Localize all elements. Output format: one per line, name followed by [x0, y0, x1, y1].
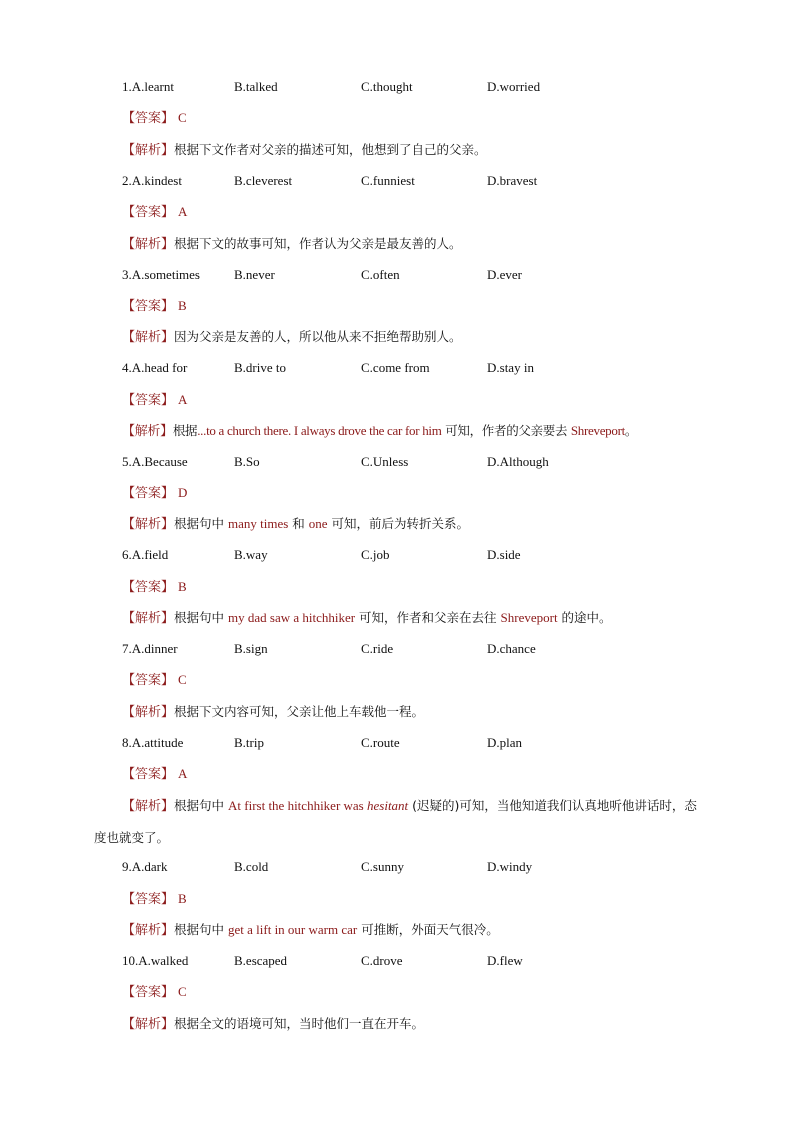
option-a: 3.A.sometimes	[122, 267, 200, 282]
analysis-quote-2: one	[308, 516, 328, 531]
question-5-answer	[122, 483, 187, 504]
option-b: B.So	[234, 454, 260, 469]
analysis-quote: get a lift in our warm car	[228, 922, 358, 937]
analysis-quote: my dad saw a hitchhiker	[228, 610, 356, 625]
question-10-answer	[122, 982, 187, 1003]
question-5-options	[122, 452, 722, 472]
analysis-text: 根据下文内容可知，父亲让他上车载他一程。	[174, 704, 425, 719]
analysis-label: 【解析】	[122, 143, 175, 158]
answer-label: 【答案】	[122, 580, 175, 595]
answer-label: 【答案】	[122, 892, 175, 907]
option-b: B.never	[234, 267, 275, 282]
question-1-options	[122, 77, 722, 97]
question-4-analysis	[122, 421, 637, 442]
question-9-answer	[122, 889, 187, 910]
option-d: D.flew	[487, 953, 523, 968]
question-3-options	[122, 265, 722, 285]
option-a: 10.A.walked	[122, 953, 189, 968]
question-8-answer	[122, 764, 187, 785]
option-c: C.funniest	[361, 173, 415, 188]
question-2-analysis	[122, 234, 462, 255]
analysis-text-pre: 根据句中	[174, 798, 228, 813]
option-b: B.cold	[234, 859, 269, 874]
option-d: D.Although	[487, 454, 549, 469]
analysis-label: 【解析】	[122, 517, 175, 532]
question-6-answer	[122, 577, 187, 598]
option-b: B.drive to	[234, 360, 286, 375]
analysis-label: 【解析】	[122, 330, 175, 345]
question-10-analysis	[122, 1014, 424, 1035]
answer-value: A	[178, 392, 188, 407]
answer-label: 【答案】	[122, 767, 175, 782]
option-a: 6.A.field	[122, 547, 169, 562]
question-9-options	[122, 857, 722, 877]
question-4-options	[122, 358, 722, 378]
question-6-analysis	[122, 608, 612, 629]
analysis-label: 【解析】	[122, 1017, 175, 1032]
answer-label: 【答案】	[122, 111, 175, 126]
option-a: 1.A.learnt	[122, 79, 174, 94]
analysis-text-mid: 可知，作者和父亲在去往	[355, 610, 501, 625]
analysis-label: 【解析】	[122, 923, 175, 938]
option-d: D.chance	[487, 641, 536, 656]
analysis-quote-2: Shreveport	[500, 610, 558, 625]
option-d: D.bravest	[487, 173, 538, 188]
analysis-text: 根据全文的语境可知，当时他们一直在开车。	[174, 1016, 425, 1031]
option-c: C.drove	[361, 953, 403, 968]
option-b: B.sign	[234, 641, 268, 656]
option-c: C.come from	[361, 360, 430, 375]
question-7-options	[122, 639, 722, 659]
analysis-text-pre: 根据句中	[174, 516, 228, 531]
question-8-options	[122, 733, 722, 753]
analysis-quote: ...to a church there. I always drove the car for him	[197, 423, 442, 438]
answer-value: D	[178, 485, 188, 500]
option-a: 5.A.Because	[122, 454, 188, 469]
option-c: C.job	[361, 547, 390, 562]
option-d: D.plan	[487, 735, 523, 750]
answer-label: 【答案】	[122, 985, 175, 1000]
question-7-answer	[122, 670, 187, 691]
answer-label: 【答案】	[122, 393, 175, 408]
analysis-text-mid: 可知，作者的父亲要去	[441, 423, 571, 438]
analysis-text-post: 可知，前后为转折关系。	[327, 516, 470, 531]
question-5-analysis	[122, 514, 469, 535]
analysis-label: 【解析】	[122, 611, 175, 626]
answer-value: A	[178, 204, 188, 219]
analysis-text-post: 。	[624, 423, 638, 438]
answer-label: 【答案】	[122, 299, 175, 314]
analysis-text-post: 可推断，外面天气很冷。	[357, 922, 499, 937]
question-10-options	[122, 951, 722, 971]
analysis-text-pre: 根据句中	[174, 610, 228, 625]
analysis-quote: many times	[228, 516, 289, 531]
answer-value: C	[178, 672, 187, 687]
question-9-analysis	[122, 920, 499, 941]
analysis-label: 【解析】	[122, 705, 175, 720]
analysis-italic-word: hesitant	[367, 798, 409, 813]
question-7-analysis	[122, 702, 424, 723]
question-2-answer	[122, 202, 187, 223]
analysis-text-pre: 根据句中	[174, 922, 228, 937]
answer-label: 【答案】	[122, 486, 175, 501]
option-d: D.worried	[487, 79, 541, 94]
question-3-answer	[122, 296, 187, 317]
option-a: 2.A.kindest	[122, 173, 182, 188]
analysis-text-pre: 根据	[172, 423, 198, 438]
question-2-options	[122, 171, 722, 191]
answer-value: C	[178, 984, 187, 999]
option-b: B.talked	[234, 79, 278, 94]
option-d: D.stay in	[487, 360, 534, 375]
answer-value: B	[178, 579, 187, 594]
answer-value: C	[178, 110, 187, 125]
analysis-label: 【解析】	[122, 237, 175, 252]
option-a: 8.A.attitude	[122, 735, 184, 750]
analysis-text: 根据下文的故事可知，作者认为父亲是最友善的人。	[174, 236, 462, 251]
analysis-label: 【解析】	[122, 424, 173, 439]
option-c: C.sunny	[361, 859, 404, 874]
analysis-text-mid: (迟疑的)可知，当他知道我们认真地听他讲话时，态度也就变了。	[94, 798, 697, 845]
question-4-answer	[122, 390, 187, 411]
analysis-text: 因为父亲是友善的人，所以他从来不拒绝帮助别人。	[174, 329, 462, 344]
option-c: C.ride	[361, 641, 394, 656]
question-1-answer	[122, 108, 187, 129]
answer-value: A	[178, 766, 188, 781]
answer-value: B	[178, 298, 187, 313]
option-a: 4.A.head for	[122, 360, 188, 375]
option-b: B.escaped	[234, 953, 288, 968]
analysis-quote: At first the hitchhiker was	[228, 798, 367, 813]
question-8-analysis	[94, 790, 706, 853]
answer-value: B	[178, 891, 187, 906]
analysis-text: 根据下文作者对父亲的描述可知，他想到了自己的父亲。	[174, 142, 487, 157]
option-b: B.way	[234, 547, 268, 562]
option-d: D.ever	[487, 267, 523, 282]
option-d: D.windy	[487, 859, 533, 874]
option-d: D.side	[487, 547, 521, 562]
analysis-label: 【解析】	[122, 799, 175, 814]
option-a: 7.A.dinner	[122, 641, 178, 656]
option-b: B.trip	[234, 735, 264, 750]
question-6-options	[122, 545, 722, 565]
option-b: B.cleverest	[234, 173, 293, 188]
option-a: 9.A.dark	[122, 859, 168, 874]
option-c: C.often	[361, 267, 400, 282]
analysis-text-post: 的途中。	[557, 610, 612, 625]
option-c: C.route	[361, 735, 400, 750]
question-1-analysis	[122, 140, 487, 161]
option-c: C.thought	[361, 79, 413, 94]
answer-label: 【答案】	[122, 205, 175, 220]
answer-label: 【答案】	[122, 673, 175, 688]
option-c: C.Unless	[361, 454, 409, 469]
question-3-analysis	[122, 327, 462, 348]
analysis-text-mid: 和	[288, 516, 309, 531]
analysis-quote-2: Shreveport	[570, 423, 625, 438]
